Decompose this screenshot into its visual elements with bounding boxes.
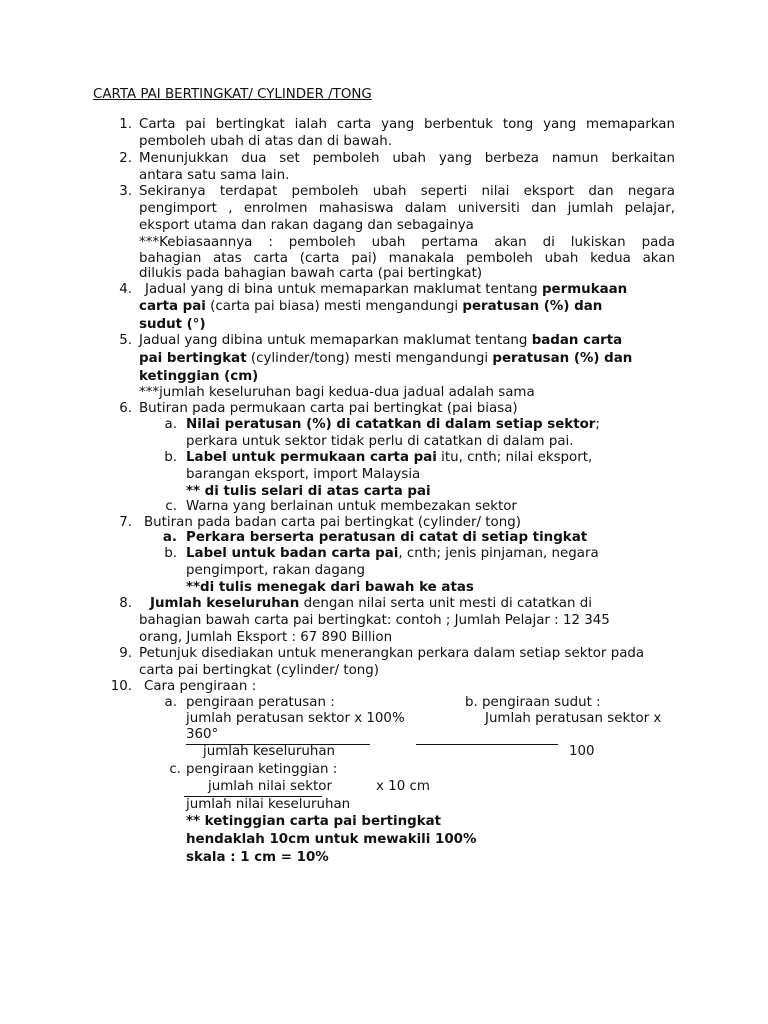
item-3-note-3: dilukis pada bahagian bawah carta (pai bertingkat)	[139, 266, 483, 281]
item-7-number: 7.	[119, 515, 132, 530]
item-6b-line-2: barangan eksport, import Malaysia	[186, 467, 421, 482]
item-10-note-1: ** ketinggian carta pai bertingkat	[186, 814, 442, 829]
item-7b-note: **di tulis menegak dari bawah ke atas	[186, 580, 474, 595]
item-3-line-3: eksport utama dan rakan dagang dan sebagainya	[139, 218, 474, 233]
item-7b-label: b.	[164, 546, 177, 561]
document-title: CARTA PAI BERTINGKAT/ CYLINDER /TONG	[93, 87, 372, 102]
item-2-line-1: Menunjukkan dua set pemboleh ubah yang berbeza namun berkaitan	[139, 151, 675, 166]
item-8-number: 8.	[119, 596, 132, 611]
item-10b-numerator-cont: 360°	[186, 727, 219, 742]
item-10c-multiplier: x 10 cm	[376, 779, 430, 794]
item-10-line-1: Cara pengiraan :	[144, 679, 257, 694]
item-5-number: 5.	[119, 333, 132, 348]
item-3-note-2: bahagian atas carta (carta pai) manakala pemboleh ubah kedua akan	[139, 251, 675, 266]
item-6-line-1: Butiran pada permukaan carta pai bertingkat (pai biasa)	[139, 401, 518, 416]
item-8-line-3: orang, Jumlah Eksport : 67 890 Billion	[139, 630, 393, 645]
item-6-number: 6.	[119, 401, 132, 416]
item-4-line-2: carta pai (carta pai biasa) mesti mengandungi peratusan (%) dan	[139, 299, 603, 314]
item-10b-numerator: Jumlah peratusan sektor x	[485, 711, 662, 726]
item-5-note-1: ***jumlah keseluruhan bagi kedua-dua jadual adalah sama	[139, 385, 535, 400]
item-10c-heading: pengiraan ketinggian :	[186, 762, 338, 777]
item-10b-denominator: 100	[569, 744, 595, 759]
item-10b-fraction-bar	[416, 744, 558, 745]
item-4-number: 4.	[119, 282, 132, 297]
item-7a-line-1: Perkara berserta peratusan di catat di setiap tingkat	[186, 530, 588, 545]
item-10b-heading: b. pengiraan sudut :	[465, 695, 601, 710]
item-6b-line-1: Label untuk permukaan carta pai itu, cnth; nilai eksport,	[186, 450, 593, 465]
item-2-number: 2.	[119, 151, 132, 166]
item-10a-label: a.	[164, 695, 177, 710]
item-10c-denominator: jumlah nilai keseluruhan	[186, 797, 351, 812]
item-7b-line-1: Label untuk badan carta pai, cnth; jenis pinjaman, negara	[186, 546, 599, 561]
item-7-line-1: Butiran pada badan carta pai bertingkat (cylinder/ tong)	[144, 515, 521, 530]
item-10-note-2: hendaklah 10cm untuk mewakili 100%	[186, 832, 477, 847]
item-2-line-2: antara satu sama lain.	[139, 168, 290, 183]
item-7b-line-2: pengimport, rakan dagang	[186, 563, 366, 578]
item-8-line-2: bahagian bawah carta pai bertingkat: contoh ; Jumlah Pelajar : 12 345	[139, 613, 610, 628]
item-4-line-3: sudut (°)	[139, 317, 206, 332]
item-3-note-1: ***Kebiasaannya : pemboleh ubah pertama akan di lukiskan pada	[139, 235, 675, 250]
item-3-line-2: pengimport , enrolmen mahasiswa dalam universiti dan jumlah pelajar,	[139, 201, 675, 216]
item-6a-line-2: perkara untuk sektor tidak perlu di catatkan di dalam pai.	[186, 434, 574, 449]
item-3-number: 3.	[119, 184, 132, 199]
item-6c-label: c.	[165, 499, 177, 514]
item-10a-denominator: jumlah keseluruhan	[203, 744, 336, 759]
item-6a-line-1: Nilai peratusan (%) di catatkan di dalam setiap sektor;	[186, 417, 600, 432]
item-10a-numerator: jumlah peratusan sektor x 100%	[186, 711, 405, 726]
item-4-line-1: Jadual yang di bina untuk memaparkan maklumat tentang permukaan	[145, 282, 628, 297]
item-10c-label: c.	[169, 762, 181, 777]
item-9-number: 9.	[119, 646, 132, 661]
item-1-line-2: pemboleh ubah di atas dan di bawah.	[139, 134, 393, 149]
item-9-line-1: Petunjuk disediakan untuk menerangkan perkara dalam setiap sektor pada	[139, 646, 645, 661]
item-6a-label: a.	[164, 417, 177, 432]
item-9-line-2: carta pai bertingkat (cylinder/ tong)	[139, 663, 380, 678]
item-8-line-1: Jumlah keseluruhan dengan nilai serta unit mesti di catatkan di	[150, 596, 592, 611]
item-5-line-1: Jadual yang dibina untuk memaparkan maklumat tentang badan carta	[139, 333, 623, 348]
item-6b-note: ** di tulis selari di atas carta pai	[186, 484, 431, 499]
item-10c-numerator: jumlah nilai sektor	[208, 779, 332, 794]
item-10-number: 10.	[110, 679, 132, 694]
item-5-line-3: ketinggian (cm)	[139, 369, 259, 384]
item-1-number: 1.	[119, 117, 132, 132]
item-10a-heading: pengiraan peratusan :	[186, 695, 335, 710]
item-6b-label: b.	[164, 450, 177, 465]
item-5-line-2: pai bertingkat (cylinder/tong) mesti mengandungi peratusan (%) dan	[139, 351, 633, 366]
item-1-line-1: Carta pai bertingkat ialah carta yang berbentuk tong yang memaparkan	[139, 117, 675, 132]
item-7a-label: a.	[162, 530, 177, 545]
item-10-note-3: skala : 1 cm = 10%	[186, 850, 329, 865]
item-3-line-1: Sekiranya terdapat pemboleh ubah seperti nilai eksport dan negara	[139, 184, 675, 199]
item-6c-line-1: Warna yang berlainan untuk membezakan sektor	[186, 499, 517, 514]
